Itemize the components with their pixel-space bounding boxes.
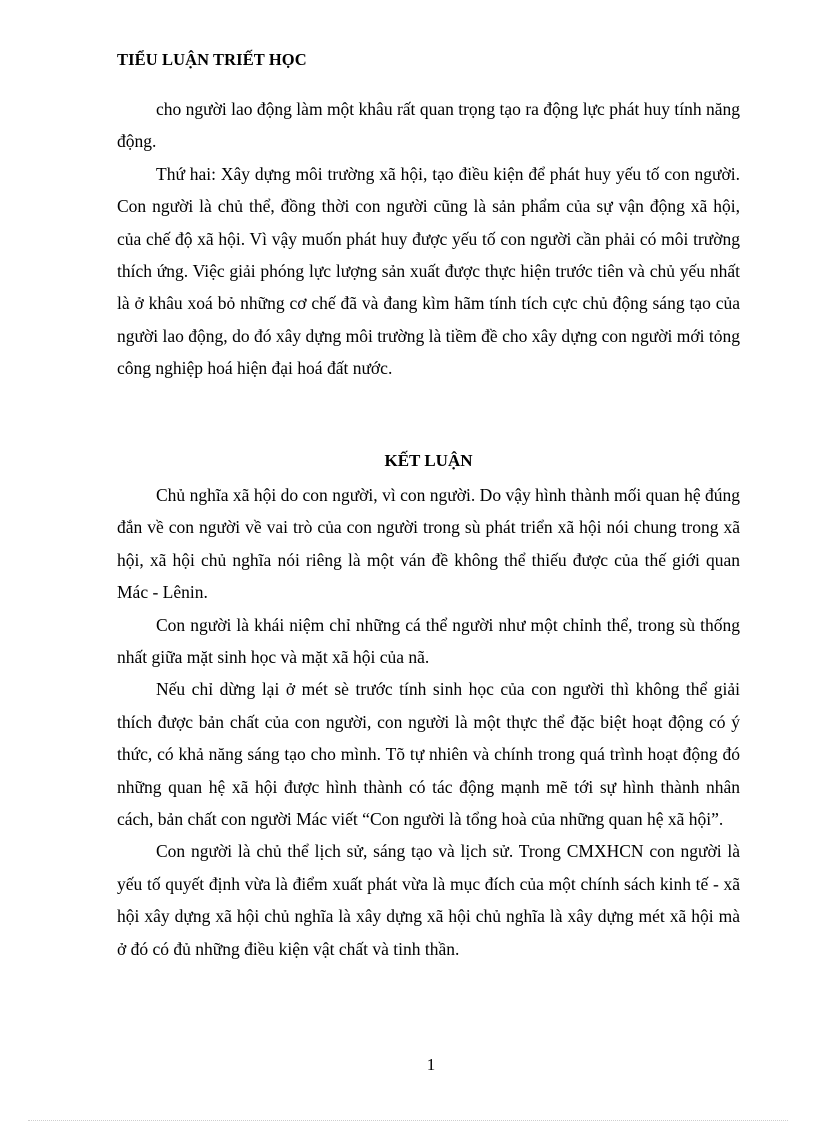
conclusion-paragraph-4: Con người là chủ thể lịch sử, sáng tạo và lịch sử. Trong CMXHCN con người là yếu tố quyết định vừa là điểm xuất phát vừa là mục đích của một chính sách kinh tế - xã hội xây dựng xã hội chủ nghĩa là xây dựng xã hội chủ nghĩa là xây dựng mét xã hội mà ở đó có đủ những điều kiện vật chất và tinh thần. bbox=[117, 841, 740, 959]
conclusion-paragraph-1: Chủ nghĩa xã hội do con người, vì con người. Do vậy hình thành mối quan hệ đúng đắn về con người về vai trò của con người trong sù phát triển xã hội nói chung trong xã hội, xã hội chủ nghĩa nói riêng là một ván đề không thể thiếu được của thế giới quan Mác - Lênin. bbox=[117, 485, 740, 603]
body-paragraph-1: cho người lao động làm một khâu rất quan trọng tạo ra động lực phát huy tính năng động. bbox=[117, 99, 740, 152]
page-number: 1 bbox=[426, 1055, 436, 1074]
body-section bbox=[117, 93, 740, 385]
page-bottom-divider bbox=[28, 1120, 788, 1121]
conclusion-paragraph-3: Nếu chỉ dừng lại ở mét sè trước tính sinh học của con người thì không thể giải thích được bản chất của con người, con người là một thực thể đặc biệt hoạt động có ý thức, có khả năng sáng tạo cho mình. Tõ tự nhiên và chính trong quá trình hoạt động đó những quan hệ xã hội được hình thành có tác động mạnh mẽ tới sự hình thành nhân cách, bản chất con người Mác viết “Con người là tổng hoà của những quan hệ xã hội”. bbox=[117, 679, 740, 830]
conclusion-section bbox=[117, 479, 740, 965]
conclusion-paragraph-2: Con người là khái niệm chỉ những cá thể người như một chỉnh thể, trong sù thống nhất giữa mặt sinh học và mặt xã hội của nã. bbox=[117, 614, 740, 668]
body-paragraph-2: Thứ hai: Xây dựng môi trường xã hội, tạo điều kiện để phát huy yếu tố con người. Con người là chủ thể, đồng thời con người cũng là sản phẩm của sự vận động xã hội, của chế độ xã hội. Vì vậy muốn phát huy được yếu tố con người cần phải có môi trường thích ứng. Việc giải phóng lực lượng sản xuất được thực hiện trước tiên và chủ yếu nhất là ở khâu xoá bỏ những cơ chế đã và đang kìm hãm tính tích cực chủ động sáng tạo của người lao động, do đó xây dựng môi trường là tiềm đề cho xây dựng con người mới tỏng công nghiệp hoá hiện đại hoá đất nước. bbox=[117, 163, 740, 379]
conclusion-heading: KẾT LUẬN bbox=[384, 451, 473, 470]
document-header-title: TIỂU LUẬN TRIẾT HỌC bbox=[117, 50, 307, 69]
